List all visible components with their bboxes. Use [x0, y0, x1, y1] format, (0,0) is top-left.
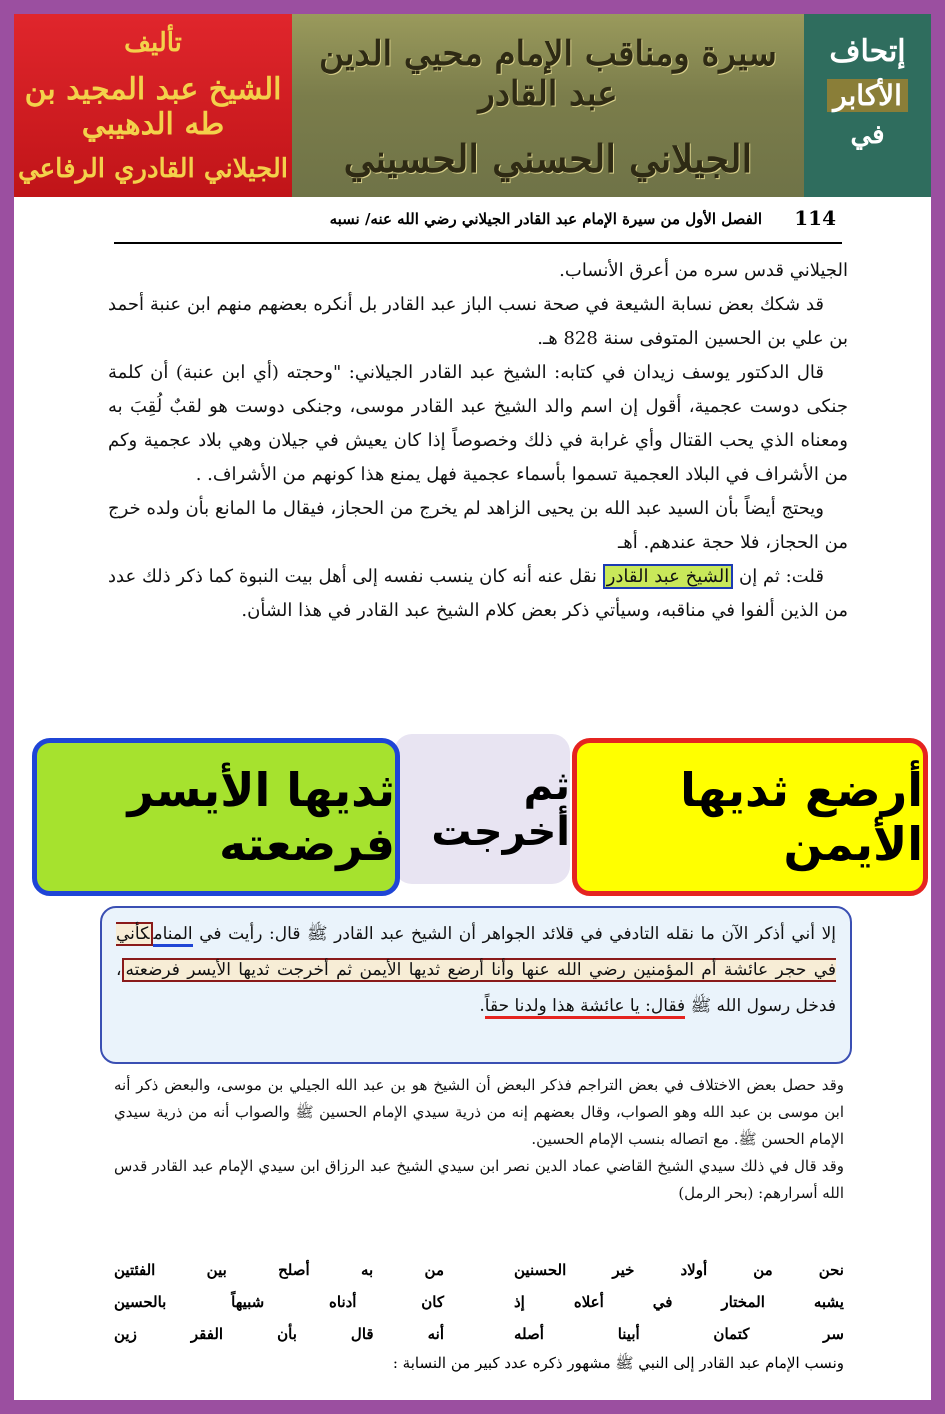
lower-text: [114, 1072, 844, 1207]
book-title-line2: الجيلاني الحسني الحسيني: [343, 136, 753, 181]
chapter-title: الفصل الأول من سيرة الإمام عبد القادر الجيلاني رضي الله عنه/ نسبه: [329, 210, 762, 228]
main-text: [108, 254, 848, 628]
lower-paragraph-2: وقد قال في ذلك سيدي الشيخ القاضي عماد الدين نصر ابن سيدي الشيخ عبد الرزاق ابن سيدي الإمام عبد القادر قدس الله أسرارهم: (بحر الرمل): [114, 1157, 844, 1202]
poem-verse: [114, 1254, 844, 1286]
series-word3: في: [850, 120, 885, 150]
series-word2: الأكابر: [827, 79, 908, 112]
book-banner: [14, 14, 931, 197]
green-callout: ثديها الأيسر فرضعته: [32, 738, 400, 896]
verse-second-half: من به أصلح بين الفئتين: [114, 1261, 444, 1279]
quote-middle: ، فدخل رسول الله ﷺ: [116, 960, 836, 1016]
quote-boxed-text: كأني في حجر عائشة أم المؤمنين رضي الله عنها وأنا أرضع ثديها الأيمن ثم أخرجت ثديها الأيسر فرضعته: [116, 924, 836, 980]
verse-first-half: نحن من أولاد خير الحسنين: [514, 1261, 844, 1279]
author-label: تأليف: [124, 28, 182, 58]
lower-paragraph-1: وقد حصل بعض الاختلاف في بعض التراجم فذكر البعض أن الشيخ هو بن عبد الله الجيلي بن موسى، والبعض ذكر أنه ابن موسى بن عبد الله وهو الصواب، وقال بعضهم إنه من ذرية سيدي الإمام الحسين ﷺ والصواب أنه من ذرية سيدي الإمام الحسن ﷺ. مع اتصاله بنسب الإمام الحسين.: [114, 1076, 844, 1148]
quote-end: .: [479, 996, 485, 1016]
paragraph-5-start: قلت: ثم إن: [738, 566, 824, 587]
paragraph-4: ويحتج أيضاً بأن السيد عبد الله بن يحيى الزاهد لم يخرج من الحجاز، فيقال ما المانع بأن ولده خرج من الحجاز، فلا حجة عندهم. أهـ: [108, 498, 848, 553]
verse-second-half: كان أدناه شبيهاً بالحسين: [114, 1293, 444, 1311]
middle-callout: ثم أخرجت: [394, 734, 570, 884]
paragraph-5: [108, 560, 848, 628]
series-word1: إتحاف: [829, 34, 906, 69]
paragraph-1: الجيلاني قدس سره من أعرق الأنساب.: [559, 260, 848, 281]
yellow-callout: أرضع ثديها الأيمن: [572, 738, 928, 896]
highlight-sheikh-name: الشيخ عبد القادر: [603, 564, 734, 589]
page-frame: [14, 14, 931, 1400]
page-number: 114: [794, 206, 836, 230]
page-header: [114, 206, 842, 244]
author-nisba: الجيلاني القادري الرفاعي: [17, 154, 289, 184]
poem-verse: [114, 1318, 844, 1350]
quote-manam: المنام: [153, 924, 192, 947]
paragraph-5-end: نقل عنه أنه كان ينسب نفسه إلى أهل بيت النبوة كما ذكر ذلك عدد من الذين ألفوا في مناقبه، وسيأتي ذكر بعض كلام الشيخ عبد القادر في هذا الشأن.: [108, 566, 848, 621]
book-title-line1: سيرة ومناقب الإمام محيي الدين عبد القادر: [319, 34, 777, 114]
quote-underlined: فقال: يا عائشة هذا ولدنا حقاً: [485, 996, 685, 1019]
author-panel: [14, 14, 292, 197]
author-name: الشيخ عبد المجيد بن طه الدهيبي: [24, 72, 282, 142]
poem: [114, 1254, 844, 1350]
quote-box: [100, 906, 852, 1064]
series-panel: [804, 14, 931, 197]
paragraph-2: قد شكك بعض نسابة الشيعة في صحة نسب الباز عبد القادر بل أنكره بعضهم منهم ابن عنبة أحمد بن علي بن الحسين المتوفى سنة 828 هـ.: [108, 294, 848, 349]
verse-second-half: أنه قال بأن الفقر زين: [114, 1325, 444, 1343]
poem-verse: [114, 1286, 844, 1318]
highlight-row: [30, 734, 930, 904]
book-title-panel: [292, 14, 804, 197]
closing-line: ونسب الإمام عبد القادر إلى النبي ﷺ مشهور ذكره عدد كبير من النسابة :: [392, 1354, 844, 1372]
paragraph-3: قال الدكتور يوسف زيدان في كتابه: الشيخ عبد القادر الجيلاني: "وحجته (أي ابن عنبة) أن كلمة جنكى دوست عجمية، أقول إن اسم والد الشيخ عبد القادر موسى، وجنكى دوست هو لقبٌ لُقِبَ به ومعناه الذي يحب القتال وأي غرابة في ذلك وخصوصاً إذا كان يعيش في جيلان وهي بلاد عجمية وكم من الأشراف في البلاد العجمية تسموا بأسماء عجمية فهل يمنع هذا كونهم من الأشراف. .: [108, 362, 848, 485]
verse-first-half: سر كتمان أبينا أصله: [514, 1325, 844, 1343]
verse-first-half: يشبه المختار في أعلاه إذ: [514, 1293, 844, 1311]
quote-intro: إلا أني أذكر الآن ما نقله التادفي في قلائد الجواهر أن الشيخ عبد القادر ﷺ قال: رأيت في: [199, 924, 836, 944]
